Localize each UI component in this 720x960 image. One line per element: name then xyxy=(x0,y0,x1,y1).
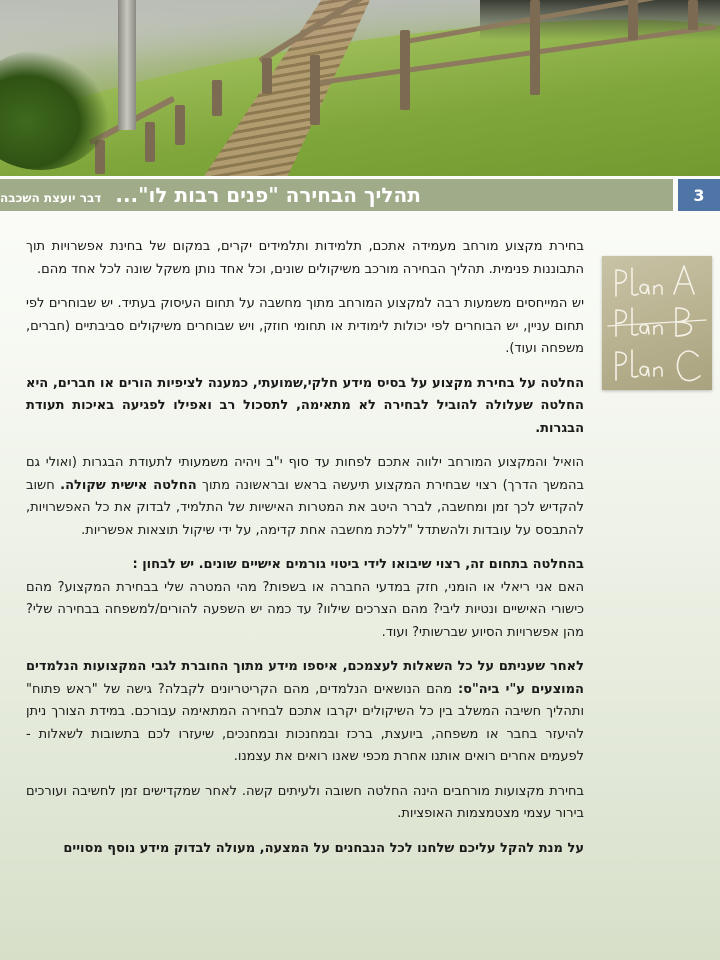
paragraph-factors: בהחלטה בתחום זה, רצוי שיבואו לידי ביטוי גורמים אישיים שונים. יש לבחון : האם אני ריאלי או הומני, חזק במדעי החברה או בשפות? מהי המטרה שלי בבחירת המקצוע? מהם כישורי האישיים ונטיות ליבי? מהם הצרכים שילוו? עד כמה יש השפעה להורים/למשפחה בבחירה שלי? מהן אפשרויות הסיוע שברשותי? ועוד. xyxy=(26,557,584,640)
article-body xyxy=(26,236,584,872)
paragraph-gather-info: לאחר שעניתם על כל השאלות לעצמכם, איספו מידע מתוך החוברת לגבי המקצועות הנלמדים המוצעים ע"י ביה"ס: מהם הנושאים הנלמדים, מהם הקריטריונים לקבלה? גישה של "ראש פתוח" ותהליך חשיבה המשלב בין כל השיקולים יקרבו אתכם לבחירה המתאימה עבורכם. במידת הצורך ניתן להיעזר בחבר או משפחה, ביועצת, ברכז ובמחנכות ובמחנכים, שיעזרו לכם בתשובות לשאלות - לפעמים אחרים רואים אותנו אחרת מכפי שאנו רואים את עצמנו. xyxy=(26,659,584,764)
paragraph-cutoff: על מנת להקל עליכם שלחנו לכל הנבחנים על המצעה, מעולה לבדוק מידע נוסף מסויים xyxy=(63,840,584,856)
paragraph-summary: בחירת מקצועות מורחבים הינה החלטה חשובה ולעיתים קשה. לאחר שמקדישים זמן לחשיבה ועורכים בירור עצמי מצטמצמות האופציות. xyxy=(26,783,584,821)
paragraph-personal-decision: הואיל והמקצוע המורחב ילווה אתכם לפחות עד סוף י"ב ויהיה משמעותי לתעודת הבגרות (ואולי גם בהמשך הדרך) רצוי שבחירת המקצוע תיעשה בראש ובראשונה מתוך החלטה אישית שקולה. חשוב להקדיש לכך זמן ומחשבה, לברר היטב את המטרות האישיות של התלמיד, לבדוק את כל האפשרויות, להתבסס על עובדות ולהשתדל "ללכת מחשבה אחת קדימה, על ידי שיקול תוצאות אפשריות. xyxy=(26,455,584,538)
paragraph-warning: החלטה על בחירת מקצוע על בסיס מידע חלקי,שמועתי, כמענה לציפיות הורים או חברים, היא החלטה שעלולה להוביל לבחירה לא מתאימה, לתסכול רב ואפילו לפגיעה באיכות תעודת הבגרות. xyxy=(26,375,584,436)
plan-handwriting-graphic xyxy=(602,256,712,390)
page-number-badge: 3 xyxy=(678,179,720,211)
hero-photo-stairs xyxy=(0,0,720,176)
page-subtitle: דבר יועצת השכבה xyxy=(0,191,102,205)
paragraph-considerations: יש המייחסים משמעות רבה למקצוע המורחב מתוך מחשבה על תחום העיסוק בעתיד. יש שבוחרים לפי תחום עניין, יש הבוחרים לפי יכולות לימודית או תחומי חוזק, ויש שבוחרים משיקולים סביבתיים (חברים, משפחה ועוד). xyxy=(26,296,584,356)
paragraph-intro: בחירת מקצוע מורחב מעמידה אתכם, תלמידות ותלמידים יקרים, במקום של בחינת אפשרויות תוך התבוננות פנימית. תהליך הבחירה מורכב משיקולים שונים, וכל אחד נותן משקל שונה לכל אחד מהם. xyxy=(26,239,584,277)
title-bar xyxy=(0,179,673,211)
page-title: תהליך הבחירה "פנים רבות לו"... xyxy=(115,183,421,207)
plan-abc-image xyxy=(602,256,712,390)
